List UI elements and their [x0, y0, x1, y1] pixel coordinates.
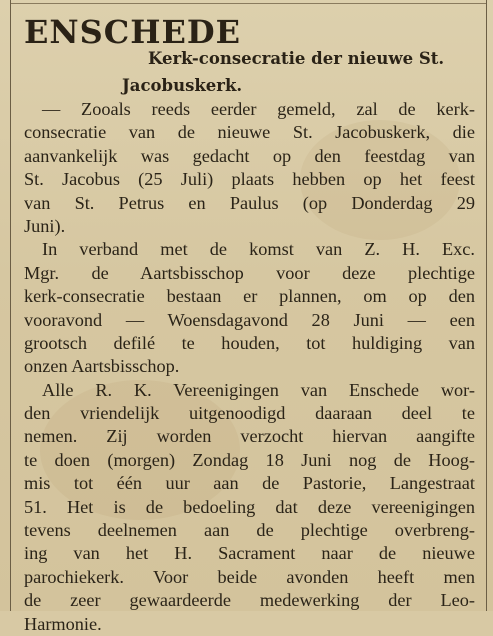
subheading-line: Kerk-consecratie der nieuwe St. [148, 49, 445, 68]
column-rule-right [486, 0, 487, 611]
article-paragraph [24, 238, 475, 378]
text-line: te doen (morgen) Zondag 18 Juni nog de Hoog- [24, 449, 475, 470]
article-paragraph [24, 379, 475, 636]
text-line: Harmonie. [24, 613, 102, 634]
text-line: de zeer gewaardeerde medewerking der Leo- [24, 590, 475, 611]
text-line: kerk-consecratie bestaan er plannen, om op den [24, 286, 475, 307]
text-line: ing van het H. Sacrament naar de nieuwe [24, 543, 475, 564]
subheading-line: Jacobuskerk. [122, 76, 243, 95]
article-subheading [22, 45, 475, 99]
text-line: grootsch defilé te houden, tot huldiging van [24, 332, 475, 353]
text-line: parochiekerk. Voor beide avonden heeft men [24, 566, 475, 587]
text-line: nemen. Zij worden verzocht hiervan aangifte [24, 426, 475, 447]
article-body [24, 98, 475, 636]
text-line: tevens deelnemen aan de plechtige overbreng- [24, 520, 475, 541]
text-line: consecratie van de nieuwe St. Jacobuskerk, die [24, 122, 475, 143]
text-line: In verband met de komst van Z. H. Exc. [42, 239, 475, 260]
text-line: den vriendelijk uitgenoodigd daaraan deel te [24, 403, 475, 424]
text-line: van St. Petrus en Paulus (op Donderdag 29 [24, 192, 475, 213]
article-paragraph [24, 98, 475, 238]
top-rule [10, 3, 487, 4]
text-line: 51. Het is de bedoeling dat deze vereenigingen [24, 496, 475, 517]
text-line: mis tot één uur aan de Pastorie, Langestraat [24, 473, 475, 494]
text-line: — Zooals reeds eerder gemeld, zal de kerk- [42, 99, 475, 119]
text-line: Juni). [24, 215, 66, 236]
text-line: St. Jacobus (25 Juli) plaats hebben op het feest [24, 169, 475, 190]
text-line: aanvankelijk was gedacht op den feestdag van [24, 145, 475, 166]
text-line: onzen Aartsbisschop. [24, 356, 180, 377]
text-line: vooravond — Woensdagavond 28 Juni — een [24, 309, 475, 330]
column-rule-left [10, 0, 11, 611]
text-line: Alle R. K. Vereenigingen van Enschede wor- [42, 379, 475, 400]
text-line: Mgr. de Aartsbisschop voor deze plechtige [24, 262, 475, 283]
article-heading: ENSCHEDE [24, 13, 241, 51]
